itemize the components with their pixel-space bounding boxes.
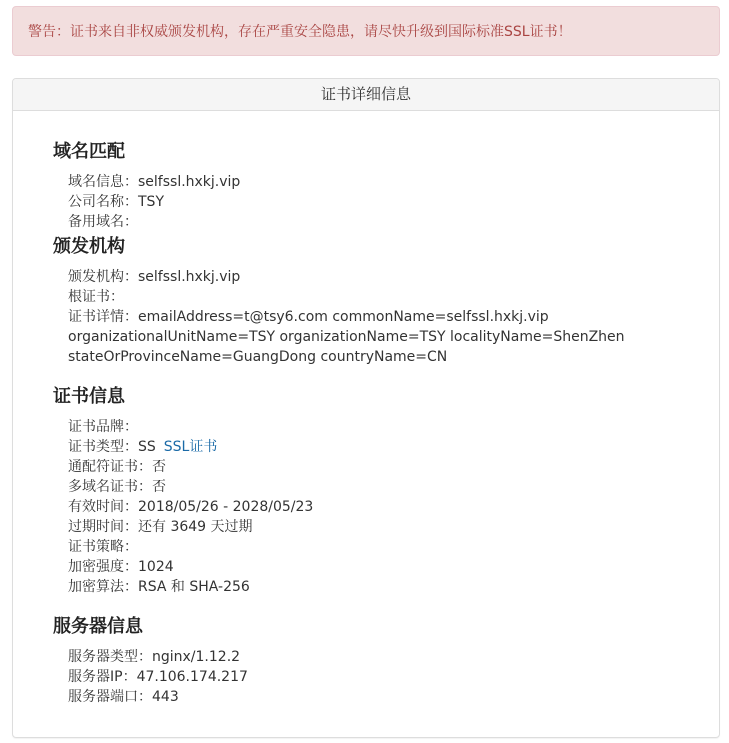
server-port: 服务器端口：443: [68, 689, 179, 705]
cert-type-label: 证书类型：SS: [68, 439, 156, 455]
cert-type: [68, 437, 668, 457]
ssl-cert-link[interactable]: SSL证书: [163, 439, 218, 455]
issuer-org: 颁发机构：selfssl.hxkj.vip: [68, 269, 241, 285]
expiry-time: 过期时间：还有 3649 天过期: [68, 519, 253, 535]
server-ip: 服务器IP：47.106.174.217: [68, 669, 248, 685]
alert-text: 警告：证书来自非权威颁发机构，存在严重安全隐患，请尽快升级到国际标准SSL证书！: [28, 24, 572, 40]
certificate-details-panel: [12, 78, 720, 738]
cert-details-line-2: organizationalUnitName=TSY organizationName=TSY localityName=ShenZhen: [68, 329, 625, 345]
validity-period: 有效时间：2018/05/26 - 2028/05/23: [68, 499, 314, 515]
security-warning-alert: [12, 6, 720, 56]
section-title-issuer: 颁发机构: [53, 236, 125, 257]
multi-domain-cert: 多域名证书：否: [68, 479, 166, 495]
encryption-algorithm: 加密算法：RSA 和 SHA-256: [68, 579, 250, 595]
cert-brand: 证书品牌：: [68, 419, 138, 435]
root-cert: 根证书：: [68, 289, 124, 305]
company-name: 公司名称：TSY: [68, 194, 164, 210]
cert-details-line-1: 证书详情：emailAddress=t@tsy6.com commonName=selfssl.hxkj.vip: [68, 309, 549, 325]
cert-policy: 证书策略：: [68, 539, 138, 555]
section-title-cert-info: 证书信息: [53, 386, 125, 407]
wildcard-cert: 通配符证书：否: [68, 459, 166, 475]
section-title-server-info: 服务器信息: [53, 616, 143, 637]
section-title-domain-match: 域名匹配: [53, 141, 125, 162]
domain-info: 域名信息：selfssl.hxkj.vip: [68, 174, 241, 190]
server-type: 服务器类型：nginx/1.12.2: [68, 649, 241, 665]
panel-title: 证书详细信息: [13, 79, 719, 111]
cert-details-line-3: stateOrProvinceName=GuangDong countryName=CN: [68, 349, 448, 365]
key-strength: 加密强度：1024: [68, 559, 174, 575]
alt-names: 备用域名：: [68, 214, 138, 230]
